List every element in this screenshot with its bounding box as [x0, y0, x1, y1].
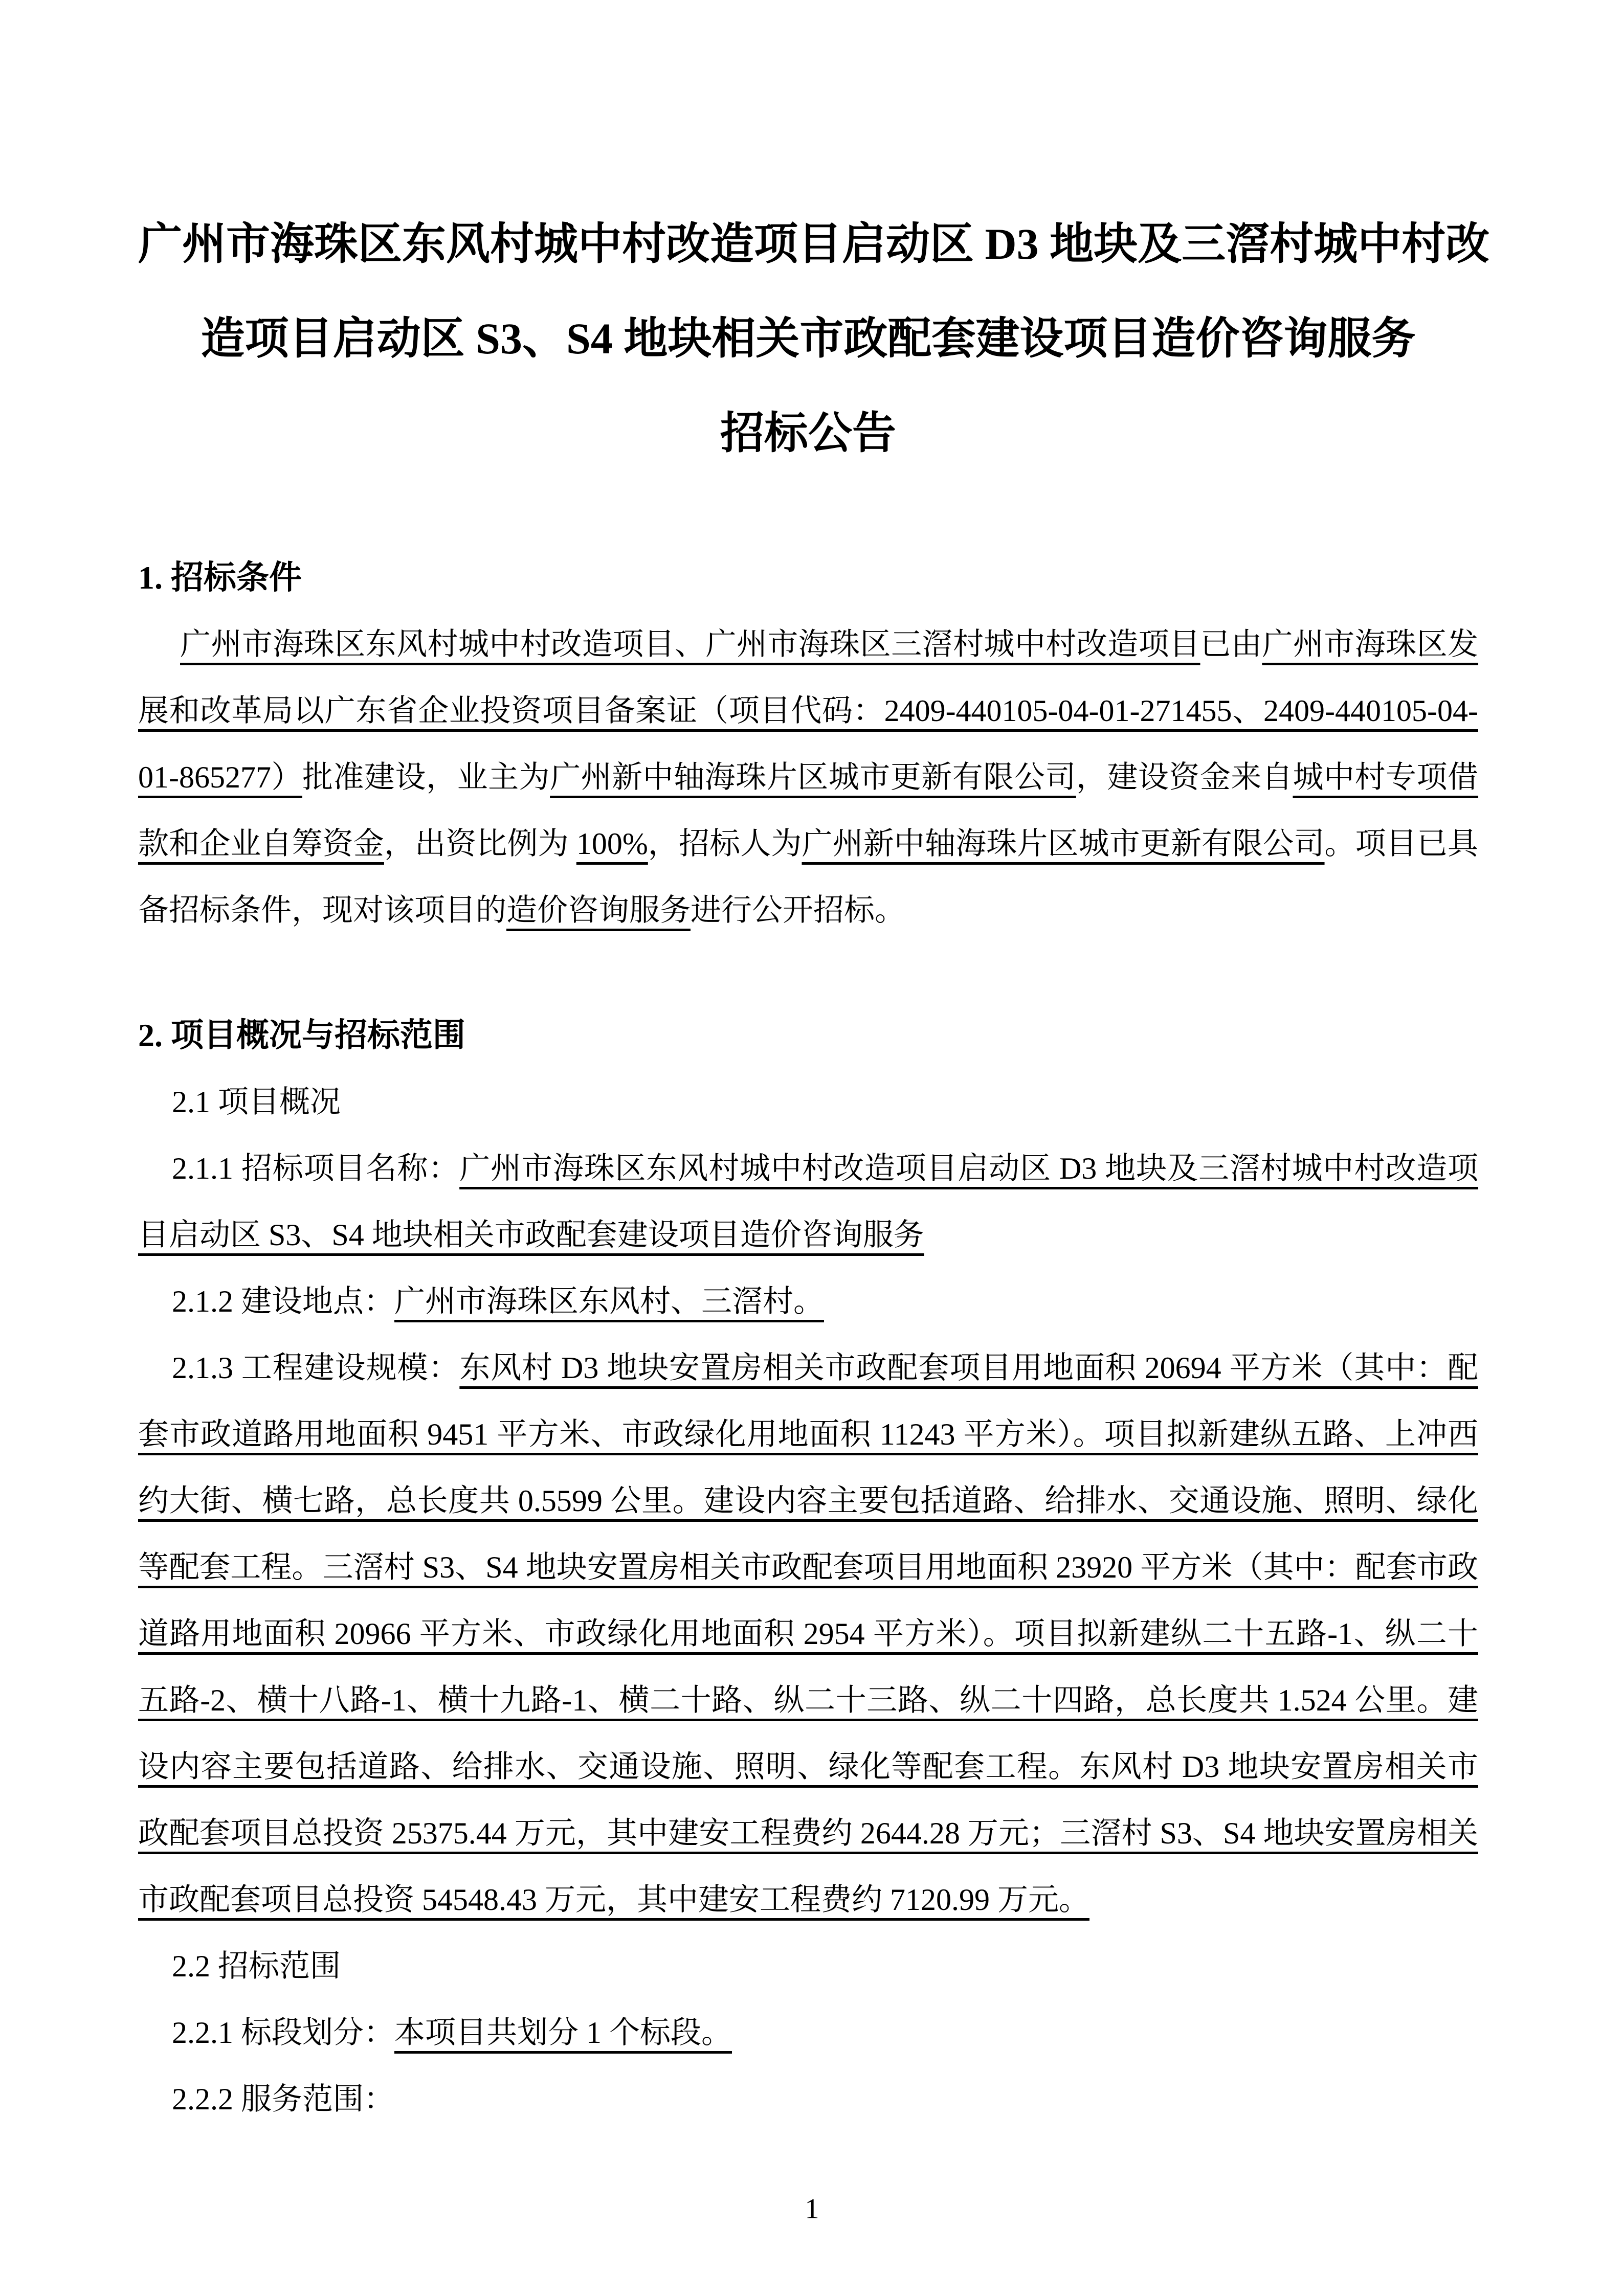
underlined-text-run: 广州市海珠区发展和改革局以广东省企业投资项目备案证（项目代码：2409-440105-04-01-271455、2409-440105-04-01-865277） [138, 627, 1479, 794]
page-number: 1 [805, 2193, 819, 2225]
para-2-2-bidding-scope [138, 1933, 1478, 1999]
text-run: 。项目已具备招标条件，现对该项目的 [138, 827, 1479, 927]
text-run: 2.1.3 工程建设规模： [172, 1351, 460, 1385]
section-2-heading: 2. 项目概况与招标范围 [138, 1017, 465, 1053]
underlined-text-run: 本项目共划分 1 个标段。 [394, 2016, 732, 2050]
text-run: 2.1.1 招标项目名称： [172, 1152, 460, 1185]
para-2-2-2-service-scope [138, 2066, 1478, 2132]
underlined-text-run: 广州新中轴海珠片区城市更新有限公司 [550, 760, 1076, 794]
underlined-text-run: 100% [576, 827, 648, 861]
underlined-text-run: 造价咨询服务 [506, 893, 691, 927]
para-2-1-1-project-name [138, 1135, 1478, 1268]
text-run: ，招标人为 [648, 827, 802, 861]
underlined-text-run: 广州新中轴海珠片区城市更新有限公司 [802, 827, 1325, 861]
underlined-text-run: 广州市海珠区东风村城中村改造项目启动区 D3 地块及三滘村城中村改造项目启动区 S3、S4 地块相关市政配套建设项目造价咨询服务 [138, 1152, 1479, 1252]
text-run: 进行公开招标。 [691, 893, 905, 927]
text-run: 2.1 项目概况 [172, 1085, 341, 1119]
text-run: 批准建设，业主为 [302, 760, 550, 794]
section-2-items [138, 1069, 1478, 2132]
para-2-1-3-construction-scale [138, 1335, 1478, 1933]
text-run: 2.2.1 标段划分： [172, 2016, 394, 2050]
underlined-text-run: 广州市海珠区东风村、三滘村。 [394, 1285, 824, 1318]
document-content [138, 197, 1490, 2132]
text-run: 已由 [1200, 627, 1262, 661]
document-title-line-3: 招标公告 [720, 409, 896, 458]
document-title [138, 197, 1490, 481]
underlined-text-run: 广州市海珠区东风村城中村改造项目、广州市海珠区三滘村城中村改造项目 [180, 627, 1200, 661]
para-2-1-project-overview [138, 1069, 1478, 1135]
text-run: ，出资比例为 [384, 827, 576, 861]
text-run: 2.1.2 建设地点： [172, 1285, 394, 1318]
para-2-2-1-section-division [138, 1999, 1478, 2066]
document-title-line-1: 广州市海珠区东风村城中村改造项目启动区 D3 地块及三滘村城中村改 [138, 219, 1490, 268]
para-2-1-2-location [138, 1268, 1478, 1335]
underlined-text-run: 东风村 D3 地块安置房相关市政配套项目用地面积 20694 平方米（其中：配套市政道路用地面积 9451 平方米、市政绿化用地面积 11243 平方米）。项目拟新建纵五路、上冲西约大街、横七路，总长度共 0.5599 公里。建设内容主要包括道路、给排水、交通设施、照明、绿化等配套工程。三滘村 S3、S4 地块安置房相关市政配套项目用地面积 23920 平方米（其中：配套市政道路用地面积 20966 平方米、市政绿化用地面积 2954 平方米）。项目拟新建纵二十五路-1、纵二十五路-2、横十八路-1、横十九路-1、横二十路、纵二十三路、纵二十四路，总长度共 1.524 公里。建设内容主要包括道路、给排水、交通设施、照明、绿化等配套工程。东风村 D3 地块安置房相关市政配套项目总投资 25375.44 万元，其中建安工程费约 2644.28 万元；三滘村 S3、S4 地块安置房相关市政配套项目总投资 54548.43 万元，其中建安工程费约 7120.99 万元。 [138, 1351, 1478, 1917]
section-1-paragraph [138, 611, 1478, 943]
text-run: 2.2.2 服务范围： [172, 2082, 394, 2116]
text-run: 2.2 招标范围 [172, 1949, 341, 1983]
document-title-line-2: 造项目启动区 S3、S4 地块相关市政配套建设项目造价咨询服务 [201, 314, 1416, 363]
underlined-text-run: 城中村专项借款和企业自筹资金 [138, 760, 1479, 861]
section-1-heading: 1. 招标条件 [138, 559, 302, 596]
text-run: ，建设资金来自 [1076, 760, 1293, 794]
